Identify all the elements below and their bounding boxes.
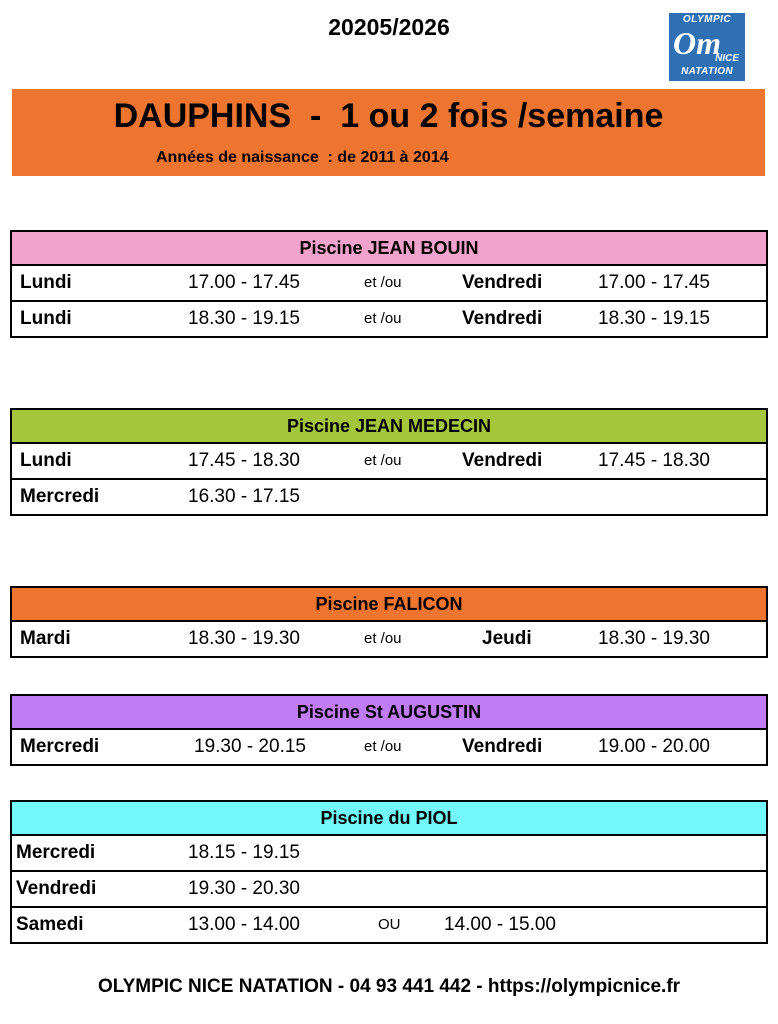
time-slot: 16.30 - 17.15: [188, 486, 300, 507]
pool-st-augustin: [10, 694, 768, 766]
group-title: DAUPHINS - 1 ou 2 fois /semaine: [113, 97, 664, 135]
day: Jeudi: [482, 628, 532, 649]
time-slot: 17.45 - 18.30: [598, 450, 710, 471]
conjunction: et /ou: [364, 310, 402, 327]
day: Lundi: [20, 450, 72, 471]
pool-jean-bouin: [10, 230, 768, 338]
schedule-row: [12, 836, 766, 872]
day: Vendredi: [462, 308, 543, 329]
schedule-row: [12, 266, 766, 302]
footer-contact: OLYMPIC NICE NATATION - 04 93 441 442 - https://olympicnice.fr: [97, 976, 681, 997]
time-slot: 18.30 - 19.15: [598, 308, 710, 329]
olympic-nice-natation-logo: [669, 13, 745, 81]
logo-line-1: OLYMPIC: [682, 14, 732, 25]
pool-du-piol: [10, 800, 768, 944]
logo-mark: Om: [673, 25, 721, 61]
pool-header: Piscine St AUGUSTIN: [12, 696, 766, 730]
pool-falicon: [10, 586, 768, 658]
time-slot: 18.30 - 19.30: [188, 628, 300, 649]
pool-header: Piscine du PIOL: [12, 802, 766, 836]
time-slot: 18.15 - 19.15: [188, 842, 300, 863]
time-slot: 17.45 - 18.30: [188, 450, 300, 471]
group-banner: [12, 89, 765, 176]
time-slot: 13.00 - 14.00: [188, 914, 300, 935]
schedule-row: [12, 622, 766, 656]
day: Lundi: [20, 272, 72, 293]
time-slot: 14.00 - 15.00: [444, 914, 556, 935]
pool-header: Piscine FALICON: [12, 588, 766, 622]
birth-years: Années de naissance : de 2011 à 2014: [156, 149, 449, 166]
time-slot: 17.00 - 17.45: [598, 272, 710, 293]
conjunction: et /ou: [364, 738, 402, 755]
time-slot: 18.30 - 19.15: [188, 308, 300, 329]
schedule-row: [12, 872, 766, 908]
logo-line-3: NATATION: [681, 66, 733, 77]
logo-line-2: NICE: [715, 53, 739, 64]
schedule-row: [12, 730, 766, 764]
time-slot: 19.30 - 20.15: [194, 736, 306, 757]
pool-header: Piscine JEAN MEDECIN: [12, 410, 766, 444]
day: Samedi: [16, 914, 84, 935]
day: Vendredi: [462, 450, 543, 471]
conjunction: et /ou: [364, 630, 402, 647]
day: Mercredi: [20, 486, 100, 507]
season-title: 20205/2026: [328, 14, 450, 40]
day: Vendredi: [462, 736, 543, 757]
conjunction: OU: [378, 916, 401, 933]
time-slot: 19.00 - 20.00: [598, 736, 710, 757]
time-slot: 19.30 - 20.30: [188, 878, 300, 899]
pool-jean-medecin: [10, 408, 768, 516]
day: Mercredi: [20, 736, 100, 757]
schedule-row: [12, 302, 766, 336]
schedule-row: [12, 444, 766, 480]
schedule-row: [12, 908, 766, 942]
conjunction: et /ou: [364, 452, 402, 469]
day: Mardi: [20, 628, 71, 649]
day: Lundi: [20, 308, 72, 329]
day: Mercredi: [16, 842, 96, 863]
schedule-row: [12, 480, 766, 514]
time-slot: 18.30 - 19.30: [598, 628, 710, 649]
pool-header: Piscine JEAN BOUIN: [12, 232, 766, 266]
day: Vendredi: [462, 272, 543, 293]
time-slot: 17.00 - 17.45: [188, 272, 300, 293]
conjunction: et /ou: [364, 274, 402, 291]
day: Vendredi: [16, 878, 97, 899]
